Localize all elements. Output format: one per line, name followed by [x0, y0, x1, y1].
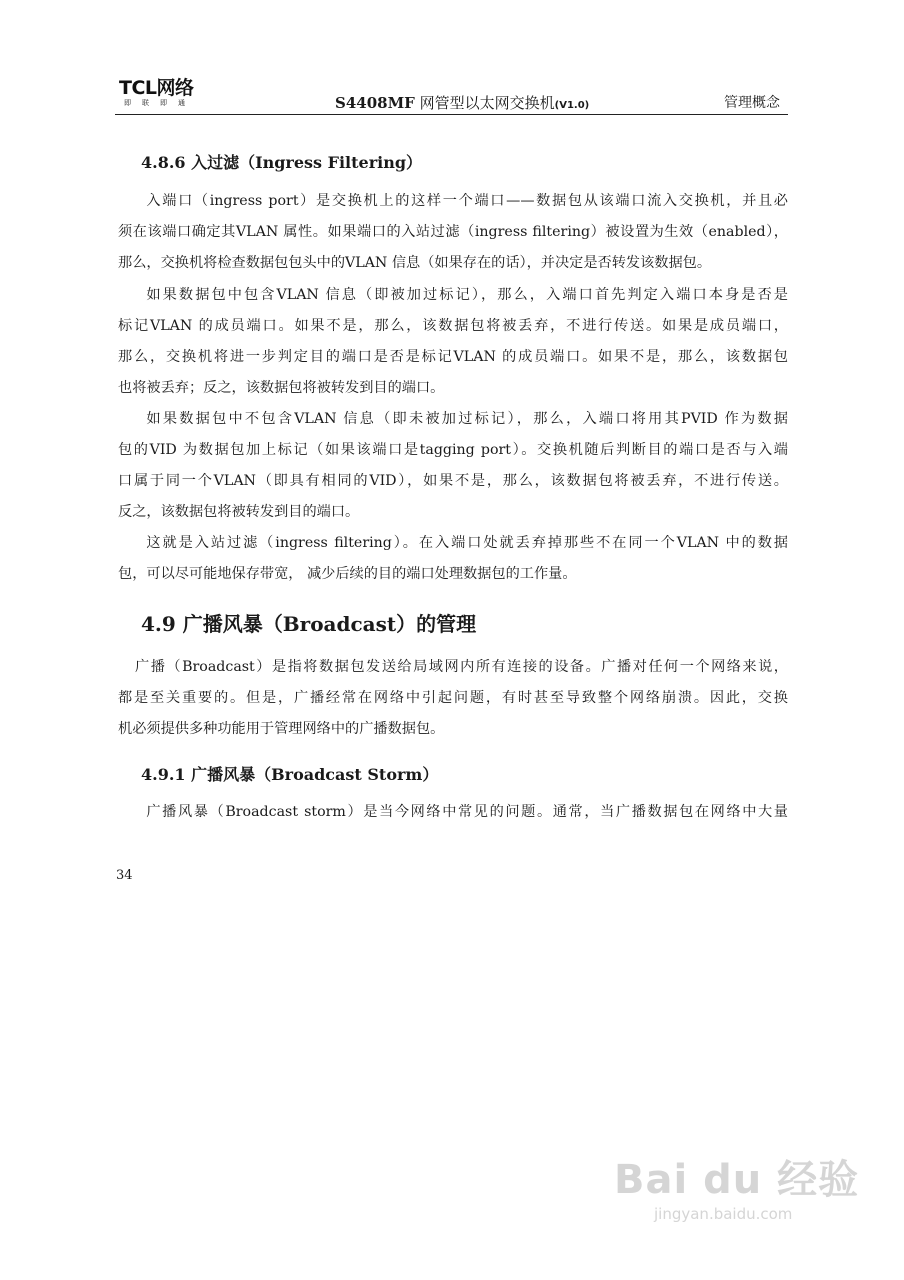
text-line: 反之，该数据包将被转发到目的端口。 [118, 504, 360, 520]
baidu-watermark [614, 1148, 860, 1238]
text-line: 那么，交换机将进一步判定目的端口是否是标记VLAN 的成员端口。如果不是，那么，该数据包 [118, 349, 788, 365]
text-line: 都是至关重要的。但是，广播经常在网络中引起问题，有时甚至导致整个网络崩溃。因此，交换 [118, 690, 788, 706]
paragraph-tagged-packet [118, 280, 788, 404]
text-line: 口属于同一个VLAN（即具有相同的VID），如果不是，那么，该数据包将被丢弃，不进行传送。 [118, 473, 788, 489]
logo-tagline: 即联即通 [124, 99, 196, 107]
heading-4-9: 4.9 广播风暴（Broadcast）的管理 [141, 612, 477, 636]
paragraph-broadcast-storm [118, 797, 788, 828]
paragraph-ingress-port [118, 186, 788, 279]
text-line: 标记VLAN 的成员端口。如果不是，那么，该数据包将被丢弃，不进行传送。如果是成员端口， [118, 318, 788, 334]
text-line: 那么，交换机将检查数据包包头中的VLAN 信息（如果存在的话），并决定是否转发该数据包。 [118, 255, 712, 271]
text-line: 入端口（ingress port）是交换机上的这样一个端口——数据包从该端口流入交换机，并且必 [146, 193, 788, 209]
text-line: 这就是入站过滤（ingress filtering）。在入端口处就丢弃掉那些不在同一个VLAN 中的数据 [146, 535, 788, 551]
page-number: 34 [116, 868, 133, 883]
paragraph-untagged-packet [118, 404, 788, 528]
logo-text: TCL网络 [119, 77, 194, 99]
text-line: 如果数据包中不包含VLAN 信息（即未被加过标记），那么，入端口将用其PVID 作为数据 [146, 411, 788, 427]
watermark-logo: Bai du 经验 [614, 1157, 860, 1203]
heading-4-8-6: 4.8.6 入过滤（Ingress Filtering） [141, 153, 423, 172]
watermark-url: jingyan.baidu.com [654, 1205, 793, 1223]
text-line: 广播风暴（Broadcast storm）是当今网络中常见的问题。通常，当广播数据包在网络中大量 [146, 804, 788, 820]
tcl-logo [119, 78, 229, 112]
text-line: 广播（Broadcast）是指将数据包发送给局域网内所有连接的设备。广播对任何一个网络来说， [135, 659, 788, 675]
document-title [335, 92, 589, 113]
text-line: 包的VID 为数据包加上标记（如果该端口是tagging port）。交换机随后判断目的端口是否与入端 [118, 442, 788, 458]
heading-4-9-1: 4.9.1 广播风暴（Broadcast Storm） [141, 765, 439, 784]
title-model: S4408MF [335, 94, 415, 112]
text-line: 如果数据包中包含VLAN 信息（即被加过标记），那么，入端口首先判定入端口本身是否是 [146, 287, 788, 303]
text-line: 机必须提供多种功能用于管理网络中的广播数据包。 [118, 721, 445, 737]
paragraph-broadcast [118, 652, 788, 745]
paragraph-ingress-summary [118, 528, 788, 590]
header-section-name: 管理概念 [724, 95, 780, 111]
page-header [115, 70, 788, 115]
text-line: 也将被丢弃；反之，该数据包将被转发到目的端口。 [118, 380, 445, 396]
text-line: 须在该端口确定其VLAN 属性。如果端口的入站过滤（ingress filtering）被设置为生效（enabled）， [118, 224, 788, 240]
title-text: 网管型以太网交换机 [419, 94, 555, 112]
text-line: 包，可以尽可能地保存带宽， 减少后续的目的端口处理数据包的工作量。 [118, 566, 577, 582]
title-version: (V1.0) [554, 100, 590, 111]
